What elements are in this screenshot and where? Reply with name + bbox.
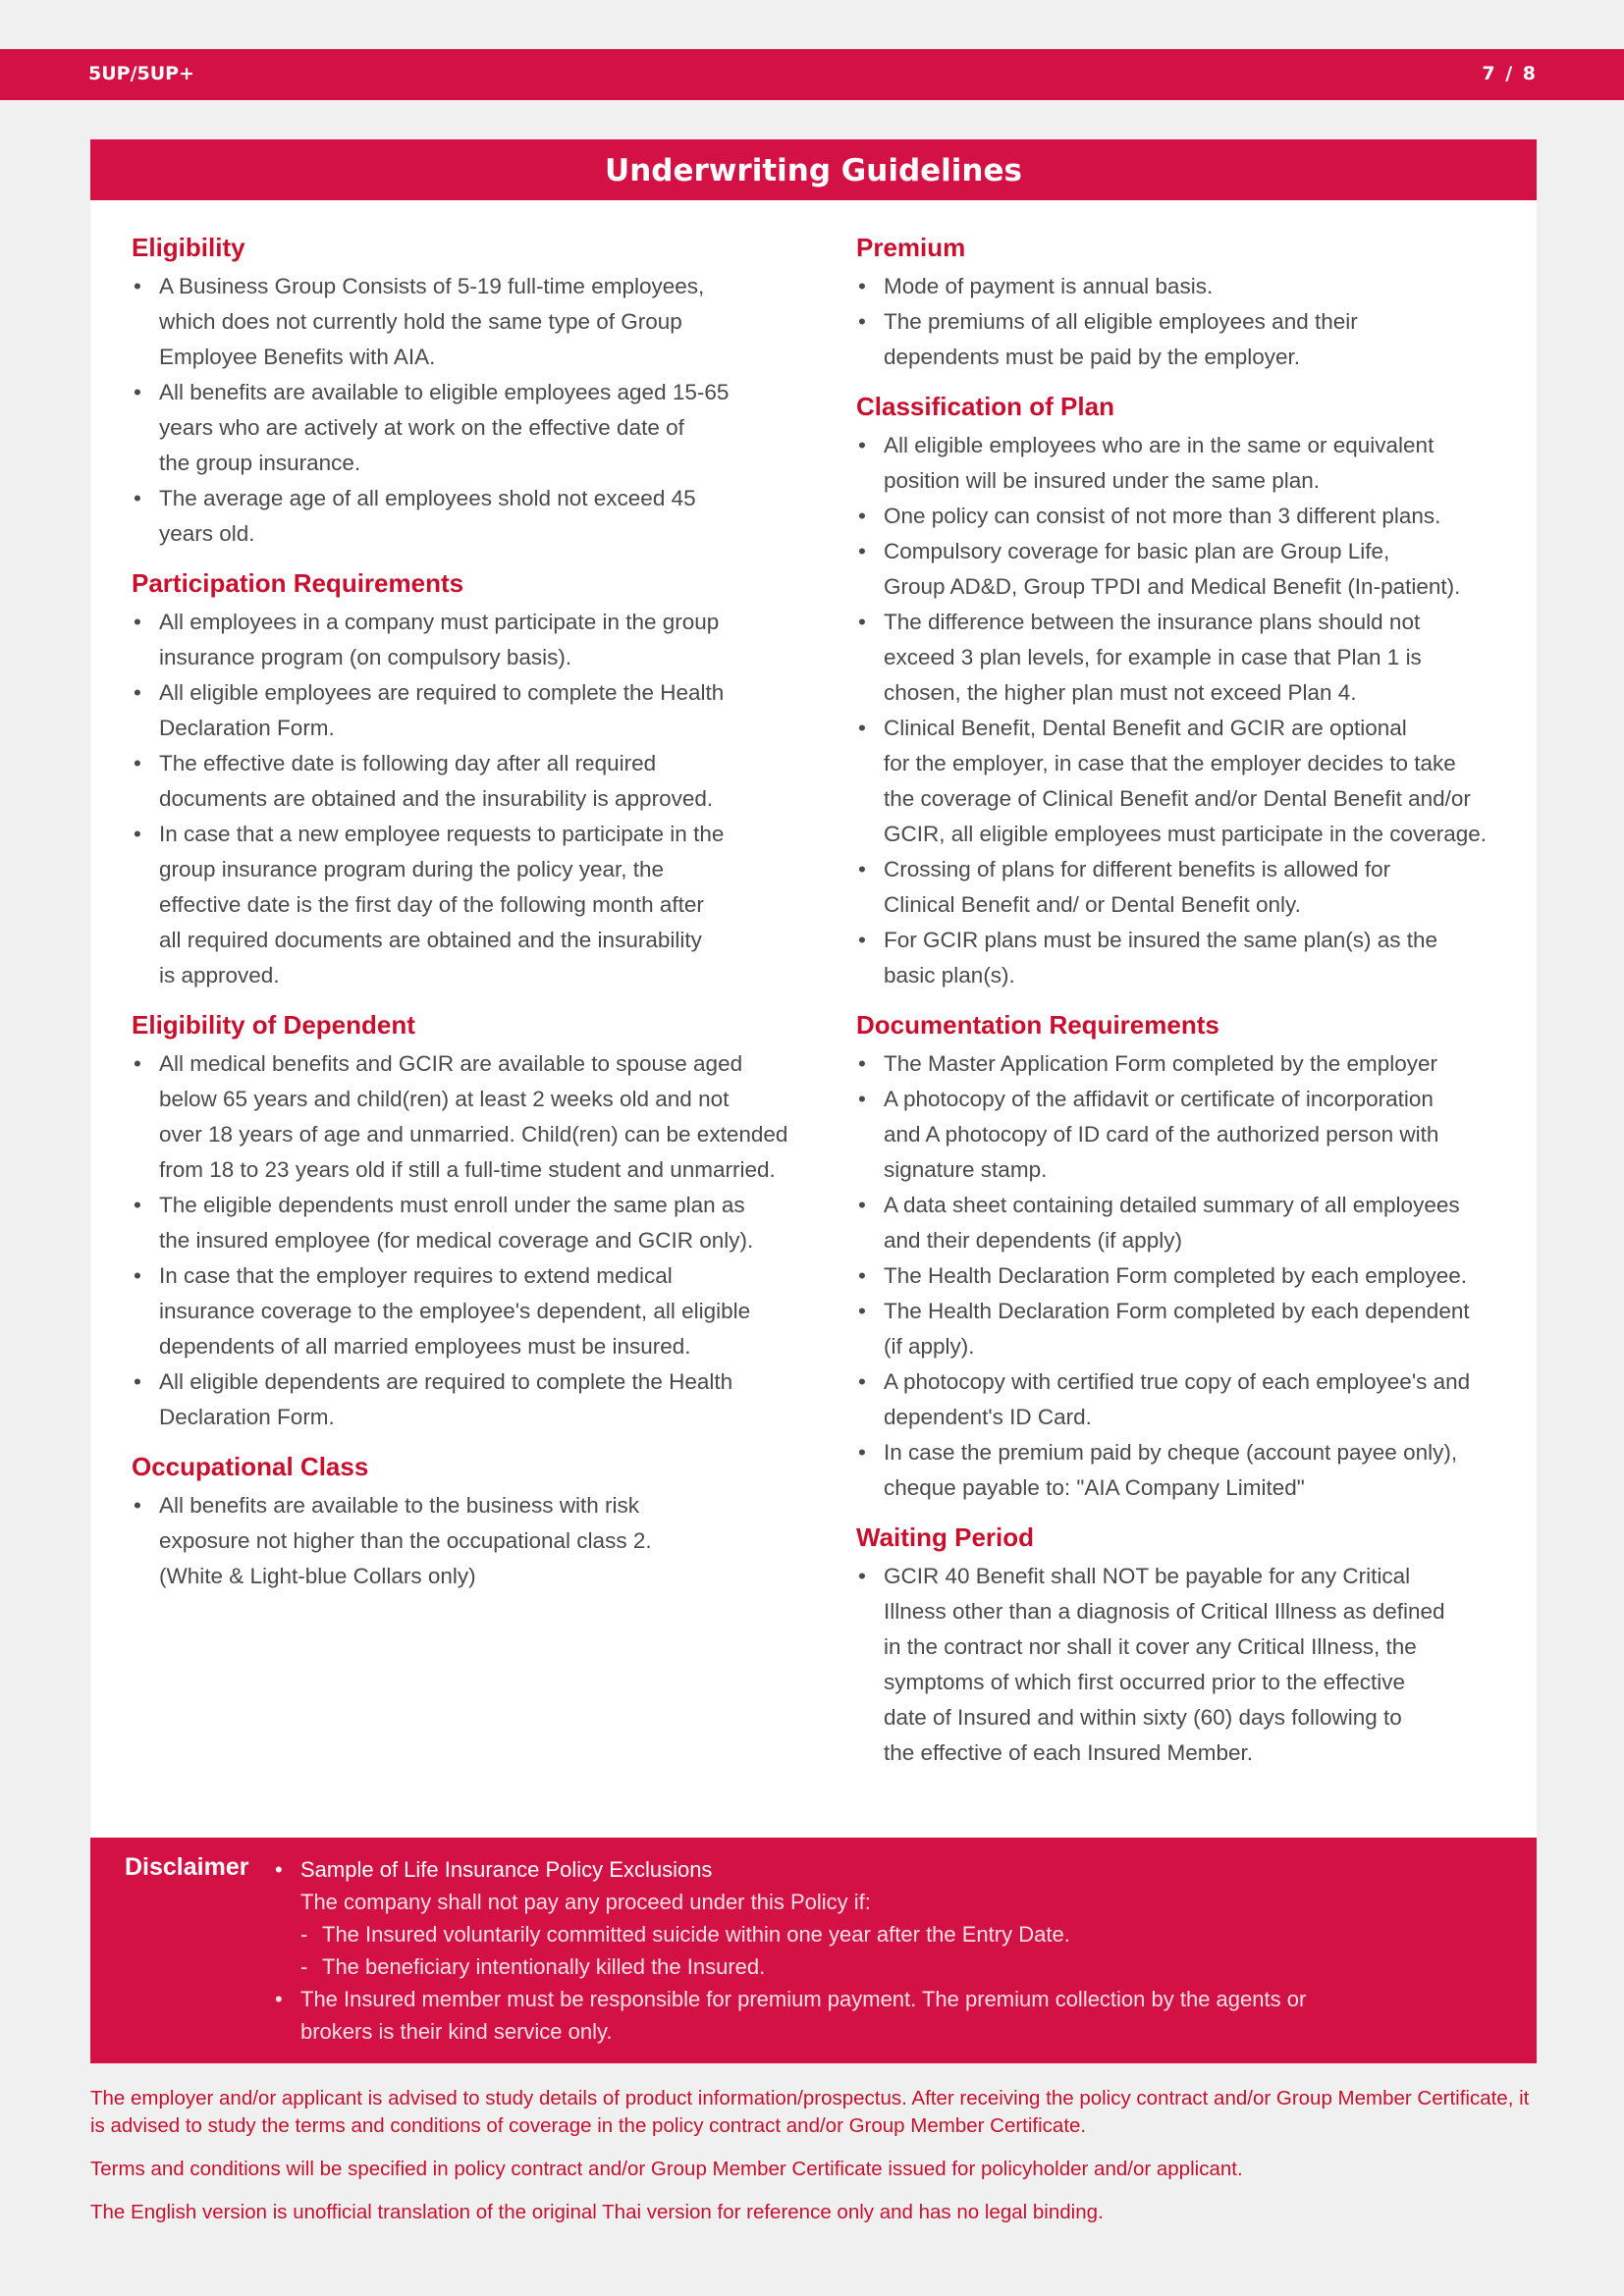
- section-premium: [856, 230, 1624, 375]
- section-dependent-eligibility: [132, 1007, 839, 1435]
- section-waiting-period: [856, 1520, 1624, 1771]
- list-item: • A Business Group Consists of 5-19 full-time employees, which does not currently hold the same type of Group Employee Benefits with AIA.: [132, 269, 839, 375]
- bullet-icon: •: [275, 1987, 283, 2011]
- list-item: • For GCIR plans must be insured the same plan(s) as the basic plan(s).: [856, 923, 1624, 993]
- section-heading: Eligibility: [132, 233, 245, 262]
- bullet-list: [132, 1488, 839, 1594]
- list-item: • Mode of payment is annual basis.: [856, 269, 1624, 304]
- list-item: • A photocopy with certified true copy of each employee's and dependent's ID Card.: [856, 1364, 1624, 1435]
- list-item: • All medical benefits and GCIR are available to spouse aged below 65 years and child(ren) at least 2 weeks old and not over 18 years of age and unmarried. Child(ren) can be extended from 18 to 23 years old if still a full-time student and unmarried.: [132, 1046, 839, 1188]
- disclaimer-label: Disclaimer: [125, 1853, 249, 1881]
- page-header-bar: [0, 49, 1624, 100]
- bullet-list: [132, 1046, 839, 1435]
- list-item: • One policy can consist of not more than 3 different plans.: [856, 499, 1624, 534]
- disclaimer-body: [275, 1853, 1522, 2048]
- page-number: 7 / 8: [1482, 63, 1538, 84]
- list-item: • All eligible dependents are required to complete the Health Declaration Form.: [132, 1364, 839, 1435]
- right-column: [856, 230, 1624, 1785]
- page-title: Underwriting Guidelines: [90, 139, 1537, 200]
- list-item: • The eligible dependents must enroll under the same plan as the insured employee (for medical coverage and GCIR only).: [132, 1188, 839, 1258]
- bullet-list: [132, 605, 839, 993]
- section-classification-of-plan: [856, 389, 1624, 993]
- list-item: • The average age of all employees shold not exceed 45 years old.: [132, 481, 839, 552]
- section-eligibility: [132, 230, 839, 552]
- product-code: 5UP/5UP+: [88, 63, 195, 84]
- section-heading: Premium: [856, 233, 966, 262]
- list-item: • The premiums of all eligible employees and their dependents must be paid by the employer.: [856, 304, 1624, 375]
- disclaimer-item: [275, 1853, 1522, 1886]
- footnote: Terms and conditions will be specified in policy contract and/or Group Member Certificate issued for policyholder and/or applicant.: [90, 2158, 1243, 2180]
- section-documentation: [856, 1007, 1624, 1506]
- disclaimer-sub-item: - The Insured voluntarily committed suicide within one year after the Entry Date.: [275, 1918, 1522, 1950]
- bullet-list: [856, 428, 1624, 993]
- list-item: • All eligible employees are required to complete the Health Declaration Form.: [132, 675, 839, 746]
- guidelines-card: [90, 139, 1537, 1838]
- footnote: The English version is unofficial translation of the original Thai version for reference only and has no legal binding.: [90, 2201, 1104, 2223]
- section-heading: Waiting Period: [856, 1522, 1035, 1552]
- section-heading: Documentation Requirements: [856, 1010, 1219, 1040]
- list-item: • A photocopy of the affidavit or certificate of incorporation and A photocopy of ID card of the authorized person with signature stamp.: [856, 1082, 1624, 1188]
- list-item: • The Master Application Form completed by the employer: [856, 1046, 1624, 1082]
- bullet-icon: •: [275, 1857, 283, 1882]
- disclaimer-intro: The company shall not pay any proceed under this Policy if:: [300, 1890, 871, 1914]
- list-item: • Crossing of plans for different benefits is allowed for Clinical Benefit and/ or Dental Benefit only.: [856, 852, 1624, 923]
- footnotes: [90, 2085, 1543, 2242]
- disclaimer-sub-item: - The beneficiary intentionally killed the Insured.: [275, 1950, 1522, 1983]
- bullet-list: [856, 1046, 1624, 1506]
- list-item: • In case the premium paid by cheque (account payee only), cheque payable to: "AIA Company Limited": [856, 1435, 1624, 1506]
- bullet-list: [856, 1559, 1624, 1771]
- section-heading: Eligibility of Dependent: [132, 1010, 415, 1040]
- list-item: • The difference between the insurance plans should not exceed 3 plan levels, for example in case that Plan 1 is chosen, the higher plan must not exceed Plan 4.: [856, 605, 1624, 711]
- list-item: • All benefits are available to the business with risk exposure not higher than the occupational class 2. (White & Light-blue Collars only): [132, 1488, 839, 1594]
- list-item: • GCIR 40 Benefit shall NOT be payable for any Critical Illness other than a diagnosis of Critical Illness as defined in the contract nor shall it cover any Critical Illness, the symptoms of which first occurred prior to the effective date of Insured and within sixty (60) days following to the effective of each Insured Member.: [856, 1559, 1624, 1771]
- list-item: • The Health Declaration Form completed by each employee.: [856, 1258, 1624, 1294]
- disclaimer-item-text: The Insured member must be responsible for premium payment. The premium collection by the agents or: [300, 1987, 1307, 2011]
- disclaimer-item-text: Sample of Life Insurance Policy Exclusions: [300, 1857, 713, 1882]
- disclaimer-box: [90, 1838, 1537, 2063]
- list-item: • In case that the employer requires to extend medical insurance coverage to the employee's dependent, all eligible dependents of all married employees must be insured.: [132, 1258, 839, 1364]
- list-item: • The effective date is following day after all required documents are obtained and the insurability is approved.: [132, 746, 839, 817]
- list-item: • The Health Declaration Form completed by each dependent (if apply).: [856, 1294, 1624, 1364]
- list-item: • All eligible employees who are in the same or equivalent position will be insured under the same plan.: [856, 428, 1624, 499]
- bullet-list: [132, 269, 839, 552]
- section-occupational-class: [132, 1449, 839, 1594]
- list-item: • A data sheet containing detailed summary of all employees and their dependents (if apply): [856, 1188, 1624, 1258]
- section-heading: Occupational Class: [132, 1452, 369, 1481]
- section-heading: Classification of Plan: [856, 392, 1114, 421]
- bullet-list: [856, 269, 1624, 375]
- disclaimer-item: [275, 1983, 1522, 2015]
- list-item: • In case that a new employee requests to participate in the group insurance program during the policy year, the effective date is the first day of the following month after all required documents are obtained and the insurability is approved.: [132, 817, 839, 993]
- disclaimer-item-continued: brokers is their kind service only.: [300, 2019, 613, 2044]
- list-item: • Clinical Benefit, Dental Benefit and GCIR are optional for the employer, in case that the employer decides to take the coverage of Clinical Benefit and/or Dental Benefit and/or GCIR, all eligible employees must participate in the coverage.: [856, 711, 1624, 852]
- section-heading: Participation Requirements: [132, 568, 464, 598]
- left-column: [132, 230, 839, 1608]
- list-item: • All benefits are available to eligible employees aged 15-65 years who are actively at work on the effective date of the group insurance.: [132, 375, 839, 481]
- list-item: • All employees in a company must participate in the group insurance program (on compulsory basis).: [132, 605, 839, 675]
- footnote: The employer and/or applicant is advised to study details of product information/prospectus. After receiving the policy contract and/or Group Member Certificate, it is advised to study the terms and conditions of coverage in the policy contract and/or Group Member Certificate.: [90, 2087, 1530, 2137]
- list-item: • Compulsory coverage for basic plan are Group Life, Group AD&D, Group TPDI and Medical Benefit (In-patient).: [856, 534, 1624, 605]
- section-participation: [132, 565, 839, 993]
